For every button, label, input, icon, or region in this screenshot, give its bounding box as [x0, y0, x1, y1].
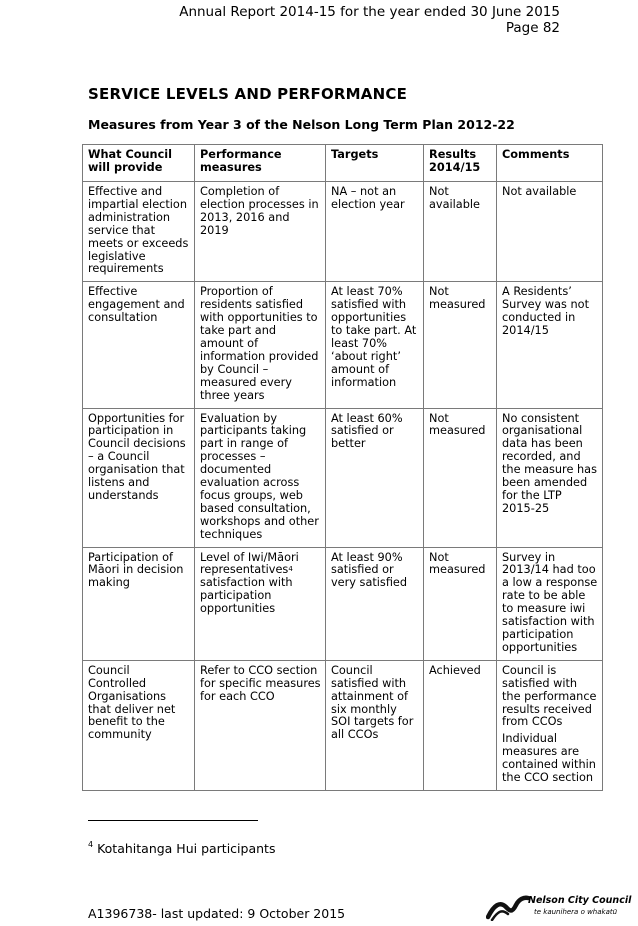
- footnote-text: Kotahitanga Hui participants: [97, 841, 276, 856]
- cell-measure: [195, 547, 326, 660]
- cell-comment: Not available: [497, 182, 603, 282]
- section-subtitle: Measures from Year 3 of the Nelson Long Term Plan 2012-22: [88, 117, 515, 132]
- table-row: [83, 182, 603, 282]
- cell-provide: Council Controlled Organisations that deliver net benefit to the community: [83, 660, 195, 790]
- header-results: Results 2014/15: [424, 145, 497, 182]
- header-comments: Comments: [497, 145, 603, 182]
- cell-target: At least 60% satisfied or better: [326, 408, 424, 547]
- cell-comment: [497, 660, 603, 790]
- table-row: [83, 282, 603, 408]
- cell-result: Not measured: [424, 282, 497, 408]
- comment-paragraph: Council is satisfied with the performance results received from CCOs: [502, 663, 597, 729]
- cell-target: At least 90% satisfied or very satisfied: [326, 547, 424, 660]
- footnote-divider: [88, 820, 258, 821]
- cell-measure: Refer to CCO section for specific measures for each CCO: [195, 660, 326, 790]
- cell-comment: No consistent organisational data has been recorded, and the measure has been amended for the LTP 2015-25: [497, 408, 603, 547]
- cell-result: Not measured: [424, 408, 497, 547]
- nelson-wave-logo-icon: [486, 895, 530, 921]
- table-row: [83, 660, 603, 790]
- cell-provide: Participation of Māori in decision making: [83, 547, 195, 660]
- measure-text: Level of Iwi/Māori representatives: [200, 550, 299, 577]
- cell-result: Not available: [424, 182, 497, 282]
- report-title: Annual Report 2014-15 for the year ended 30 June 2015: [179, 4, 560, 20]
- measures-table: [82, 144, 603, 791]
- cell-measure: Evaluation by participants taking part in range of processes – documented evaluation across focus groups, web based consultation, workshops and other techniques: [195, 408, 326, 547]
- footnote-number: 4: [88, 840, 94, 849]
- cell-target: NA – not an election year: [326, 182, 424, 282]
- table-row: [83, 408, 603, 547]
- cell-provide: Effective engagement and consultation: [83, 282, 195, 408]
- document-id: A1396738- last updated: 9 October 2015: [88, 906, 346, 921]
- header-targets: Targets: [326, 145, 424, 182]
- cell-provide: Opportunities for participation in Council decisions – a Council organisation that listens and understands: [83, 408, 195, 547]
- cell-comment: Survey in 2013/14 had too a low a response rate to be able to measure iwi satisfaction with participation opportunities: [497, 547, 603, 660]
- section-title: SERVICE LEVELS AND PERFORMANCE: [88, 85, 408, 103]
- header-what-council-will-provide: What Council will provide: [83, 145, 195, 182]
- footnote: [88, 841, 275, 856]
- table-header-row: [83, 145, 603, 182]
- page-number: Page 82: [505, 20, 560, 36]
- cell-measure: Proportion of residents satisfied with opportunities to take part and amount of information provided by Council – measured every three years: [195, 282, 326, 408]
- cell-comment: A Residents’ Survey was not conducted in 2014/15: [497, 282, 603, 408]
- cell-result: Achieved: [424, 660, 497, 790]
- logo-subtitle: te kaunihera o whakatū: [534, 908, 618, 916]
- council-logo: [486, 893, 632, 921]
- measure-text-cont: satisfaction with participation opportunities: [200, 576, 293, 616]
- cell-target: Council satisfied with attainment of six monthly SOI targets for all CCOs: [326, 660, 424, 790]
- comment-paragraph: Individual measures are contained within the CCO section: [502, 732, 596, 785]
- cell-measure: Completion of election processes in 2013, 2016 and 2019: [195, 182, 326, 282]
- header-performance-measures: Performance measures: [195, 145, 326, 182]
- cell-result: Not measured: [424, 547, 497, 660]
- logo-title: Nelson City Council: [528, 895, 632, 906]
- footnote-ref: 4: [288, 565, 293, 574]
- table-row: [83, 547, 603, 660]
- page-header: [179, 4, 560, 36]
- cell-provide: Effective and impartial election administration service that meets or exceeds legislative requirements: [83, 182, 195, 282]
- cell-target: At least 70% satisfied with opportunities to take part. At least 70% ‘about right’ amount of information: [326, 282, 424, 408]
